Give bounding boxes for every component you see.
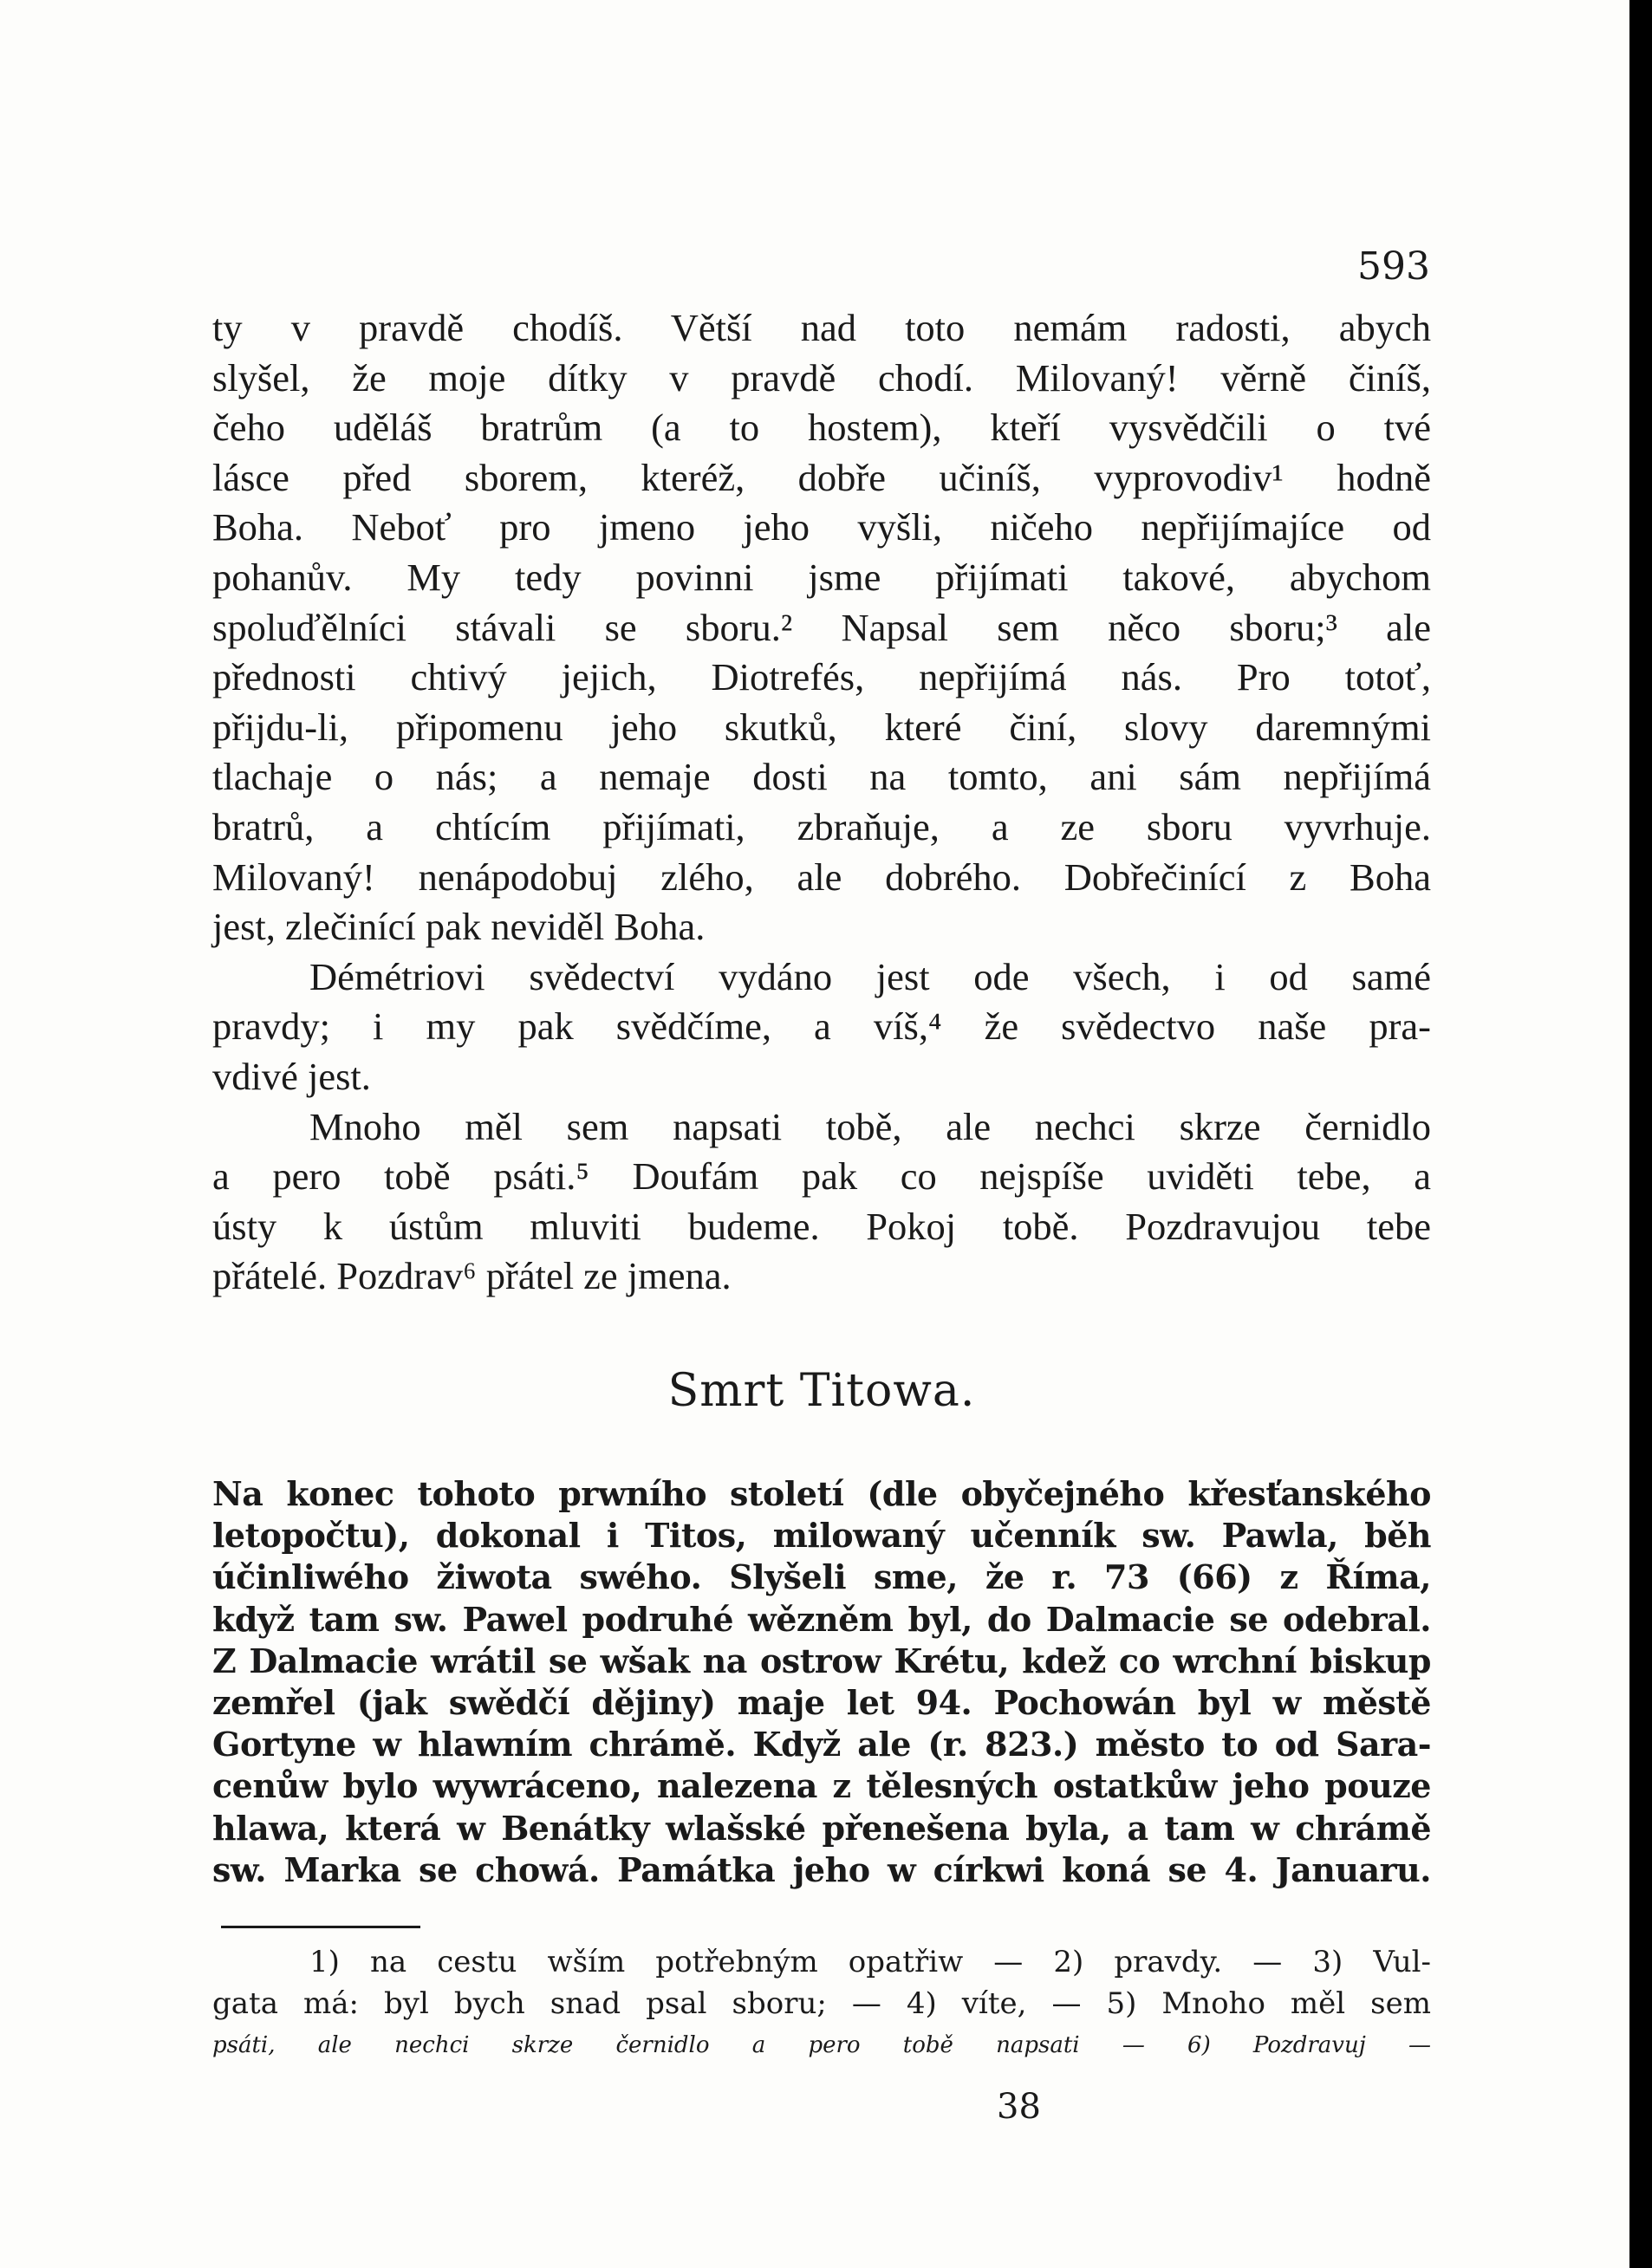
footnote-divider (221, 1926, 420, 1928)
text-line: když tam sw. Pawel podruhé wězněm byl, do Dalmacie se odebral. (212, 1599, 1431, 1639)
footnote-line: 1) na cestu wším potřebným opatřiw — 2) pravdy. — 3) Vul- (309, 1945, 1431, 1979)
text-line: a pero tobě psáti.⁵ Doufám pak co nejspíše uviděti tebe, a (212, 1154, 1431, 1199)
text-line: sw. Marka se chowá. Památka jeho w církwi koná se 4. Januaru. (212, 1849, 1431, 1889)
fraktur-paragraph (212, 1473, 1431, 1891)
text-line: ty v pravdě chodíš. Větší nad toto nemám radosti, abych (212, 306, 1431, 349)
text-line: Mnoho měl sem napsati tobě, ale nechci skrze černidlo (309, 1104, 1431, 1148)
text-line: Z Dalmacie wrátil se wšak na ostrow Krétu, kdež co wrchní biskup (212, 1641, 1431, 1680)
text-line: bratrů, a chtícím přijímati, zbraňuje, a ze sboru vyvrhuje. (212, 804, 1431, 848)
text-line: jest, zlečinící pak neviděl Boha. (212, 905, 706, 949)
text-line: přátelé. Pozdrav⁶ přátel ze jmena. (212, 1254, 732, 1298)
text-line: tlachaje o nás; a nemaje dosti na tomto, ani sám nepřijímá (212, 755, 1431, 799)
text-line: lásce před sborem, kteréž, dobře učiníš, vyprovodiv¹ hodně (212, 455, 1431, 499)
footnote-line: psáti, ale nechci skrze černidlo a pero tobě napsati — 6) Pozdravuj — (212, 2032, 1431, 2058)
text-line: ústy k ústům mluviti budeme. Pokoj tobě. Pozdravujou tebe (212, 1204, 1431, 1248)
text-line: Na konec tohoto prwního století (dle obyčejného křesťanského (212, 1474, 1431, 1513)
text-line: přijdu-li, připomenu jeho skutků, které činí, slovy daremnými (212, 705, 1431, 749)
text-line: cenůw bylo wywráceno, nalezena z tělesných ostatkůw jeho pouze (212, 1766, 1431, 1806)
text-line: spoluďělníci stávali se sboru.² Napsal sem něco sboru;³ ale (212, 605, 1431, 649)
paragraph-2 (212, 952, 1431, 1102)
footnote-line: gata má: byl bych snad psal sboru; — 4) víte, — 5) Mnoho měl sem (212, 1986, 1431, 2021)
text-line: letopočtu), dokonal i Titos, milowaný učenník sw. Pawla, běh (212, 1516, 1431, 1556)
paragraph-3 (212, 1102, 1431, 1302)
text-line: účinliwého žiwota swého. Slyšeli sme, že r. 73 (66) z Říma, (212, 1557, 1431, 1597)
page-number: 593 (1357, 244, 1430, 289)
text-line: čeho uděláš bratrům (a to hostem), kteří vysvědčili o tvé (212, 406, 1431, 450)
text-line: pravdy; i my pak svědčíme, a víš,⁴ že svědectvo naše pra- (212, 1004, 1431, 1049)
footnotes (212, 1941, 1431, 2066)
text-line: Gortyne w hlawním chrámě. Když ale (r. 823.) město to od Sara- (212, 1725, 1431, 1764)
text-line: slyšel, že moje dítky v pravdě chodí. Milovaný! věrně činíš, (212, 355, 1431, 400)
text-line: pohanův. My tedy povinni jsme přijímati takové, abychom (212, 555, 1431, 599)
text-line: přednosti chtivý jejich, Diotrefés, nepřijímá nás. Pro totoť, (212, 655, 1431, 699)
section-title: Smrt Titowa. (667, 1365, 976, 1417)
text-line: Démétriovi svědectví vydáno jest ode všech, i od samé (309, 954, 1431, 998)
letter-text (212, 303, 1431, 1302)
signature-mark: 38 (997, 2087, 1041, 2127)
paragraph-1 (212, 303, 1431, 952)
text-line: Milovaný! nenápodobuj zlého, ale dobrého. Dobřečinící z Boha (212, 855, 1431, 899)
text-line: hlawa, která w Benátky wlašské přenešena byla, a tam w chrámě (212, 1808, 1431, 1848)
text-line: Boha. Neboť pro jmeno jeho vyšli, ničeho nepřijímajíce od (212, 505, 1431, 549)
text-line: zemřel (jak swědčí dějiny) maje let 94. Pochowán byl w městě (212, 1683, 1431, 1723)
text-line: vdivé jest. (212, 1054, 371, 1098)
